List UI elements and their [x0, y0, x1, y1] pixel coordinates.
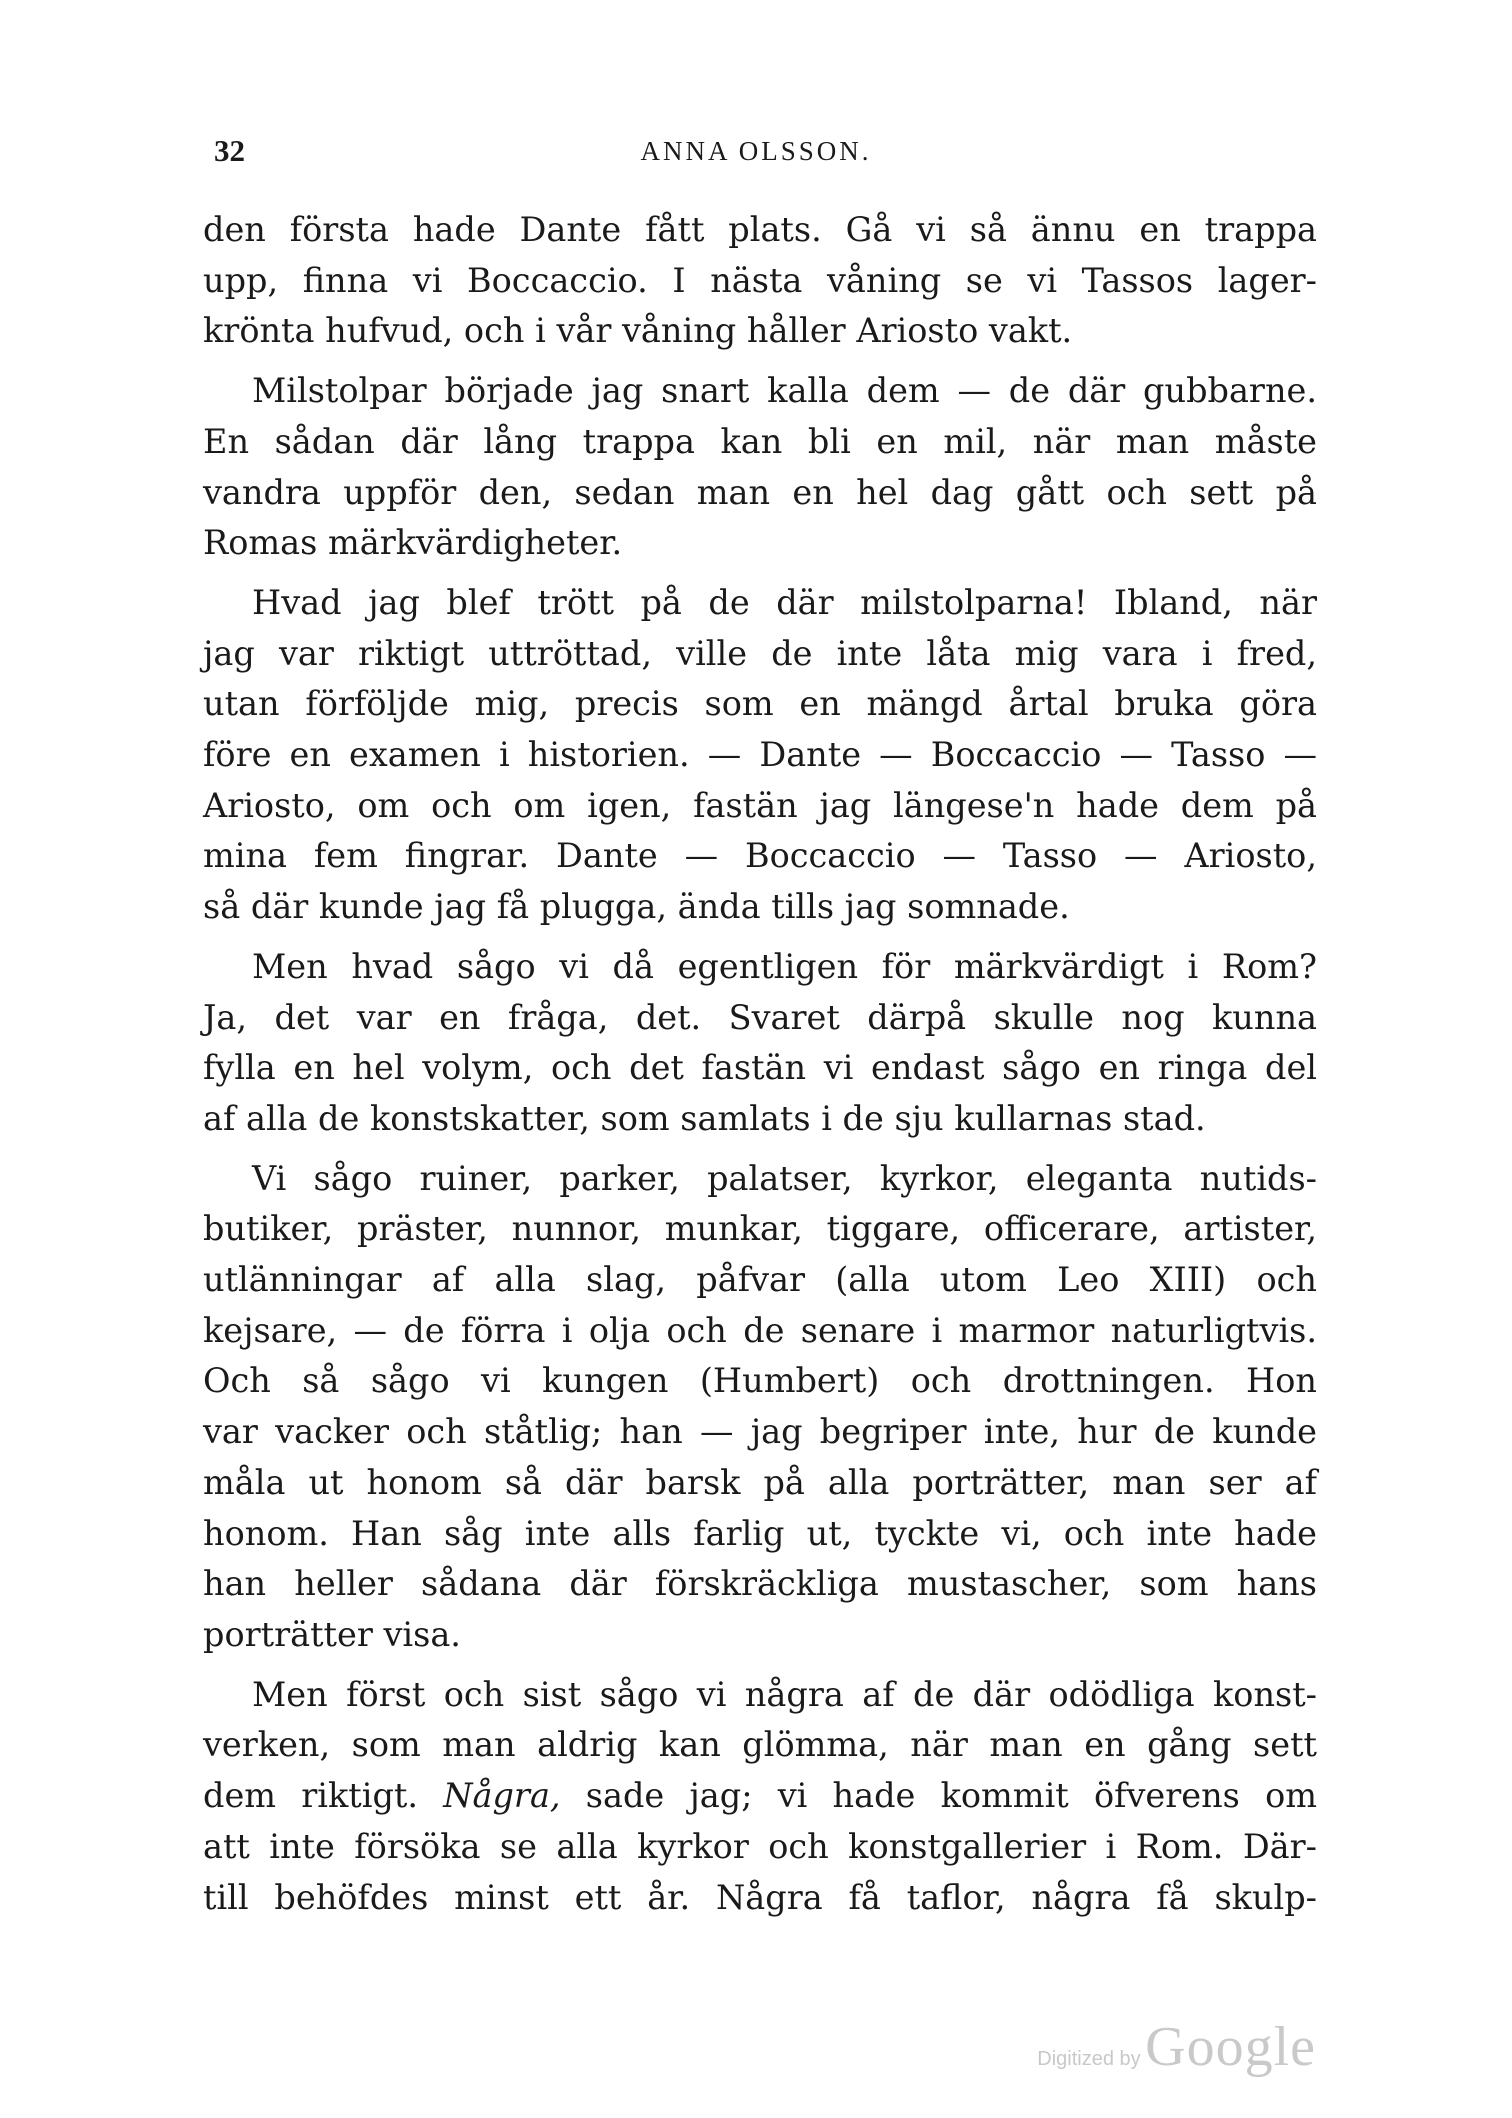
- text-line: mina fem fingrar. Dante — Boccaccio — Tasso — Ariosto,: [203, 836, 1317, 876]
- text-line: till behöfdes minst ett år. Några få taflor, några få skulp-: [203, 1877, 1317, 1917]
- text-line: före en examen i historien. — Dante — Boccaccio — Tasso —: [203, 735, 1317, 775]
- text-fragment: sade jag; vi hade kommit öfverens om: [560, 1776, 1318, 1816]
- text-line: vandra uppför den, sedan man en hel dag gått och sett på: [203, 472, 1317, 512]
- text-fragment: dem riktigt.: [203, 1776, 444, 1816]
- paragraph: [203, 366, 1317, 569]
- text-line: Hvad jag blef trött på de där milstolparna! Ibland, när: [252, 582, 1317, 622]
- text-line: var vacker och ståtlig; han — jag begriper inte, hur de kunde: [203, 1412, 1317, 1452]
- text-line: verken, som man aldrig kan glömma, när man en gång sett: [203, 1725, 1317, 1765]
- body-text: [203, 205, 1317, 1932]
- paragraph: [203, 1670, 1317, 1924]
- text-line: jag var riktigt uttröttad, ville de inte låta mig vara i fred,: [203, 633, 1317, 673]
- text-line: kejsare, — de förra i olja och de senare i marmor naturligtvis.: [203, 1310, 1317, 1350]
- digitized-by-google-watermark: [1037, 2015, 1316, 2079]
- digitized-prefix: Digitized by: [1037, 2048, 1141, 2070]
- text-line: krönta hufvud, och i vår våning håller Ariosto vakt.: [203, 311, 1073, 351]
- text-line: Ja, det var en fråga, det. Svaret därpå skulle nog kunna: [203, 997, 1317, 1037]
- text-line: En sådan där lång trappa kan bli en mil, när man måste: [203, 421, 1317, 461]
- text-line: af alla de konstskatter, som samlats i de sju kullarnas stad.: [203, 1098, 1206, 1138]
- text-line: utan förföljde mig, precis som en mängd årtal bruka göra: [203, 684, 1317, 724]
- text-line: butiker, präster, nunnor, munkar, tiggare, officerare, artister,: [203, 1209, 1317, 1249]
- text-line: så där kunde jag få plugga, ända tills jag somnade.: [203, 887, 1070, 927]
- text-line: måla ut honom så där barsk på alla porträtter, man ser af: [203, 1462, 1317, 1502]
- page-number: 32: [214, 133, 245, 168]
- text-line: utlänningar af alla slag, påfvar (alla utom Leo XIII) och: [203, 1260, 1317, 1300]
- paragraph: [203, 942, 1317, 1145]
- text-line: Romas märkvärdigheter.: [203, 523, 623, 563]
- paragraph: [203, 578, 1317, 933]
- text-line: fylla en hel volym, och det fastän vi endast sågo en ringa del: [203, 1048, 1317, 1088]
- running-head: ANNA OLSSON.: [640, 136, 872, 166]
- text-line: att inte försöka se alla kyrkor och konstgallerier i Rom. Där-: [203, 1826, 1317, 1866]
- italic-word: Några,: [443, 1776, 561, 1816]
- text-line: upp, finna vi Boccaccio. I nästa våning se vi Tassos lager-: [203, 260, 1317, 300]
- text-line: Men hvad sågo vi då egentligen för märkvärdigt i Rom?: [252, 946, 1317, 986]
- text-line: Och så sågo vi kungen (Humbert) och drottningen. Hon: [203, 1361, 1317, 1401]
- text-line: Ariosto, om och om igen, fastän jag längese'n hade dem på: [203, 785, 1317, 825]
- text-line: Men först och sist sågo vi några af de där odödliga konst-: [252, 1674, 1317, 1714]
- text-line: porträtter visa.: [203, 1614, 461, 1654]
- text-line: [203, 1771, 1317, 1822]
- text-line: Milstolpar började jag snart kalla dem — de där gubbarne.: [252, 371, 1317, 411]
- google-logo: Google: [1145, 2016, 1316, 2078]
- text-line: den första hade Dante fått plats. Gå vi så ännu en trappa: [203, 210, 1317, 249]
- text-line: Vi sågo ruiner, parker, palatser, kyrkor, eleganta nutids-: [252, 1158, 1317, 1198]
- text-line: honom. Han såg inte alls farlig ut, tyckte vi, och inte hade: [203, 1513, 1317, 1553]
- paragraph: [203, 205, 1317, 357]
- text-line: han heller sådana där förskräckliga mustascher, som hans: [203, 1564, 1317, 1604]
- paragraph: [203, 1154, 1317, 1661]
